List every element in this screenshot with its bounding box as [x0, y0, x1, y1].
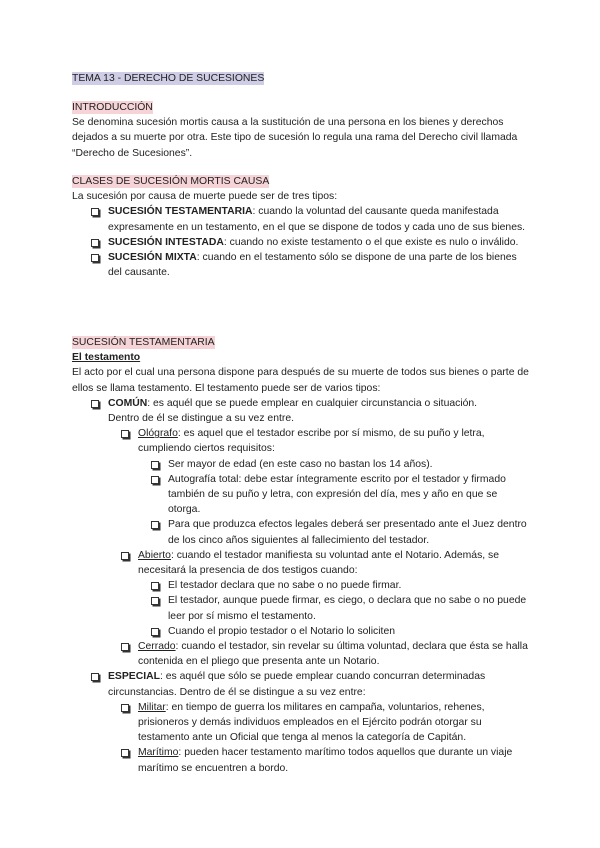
checkbox-bullet-icon [91, 400, 99, 408]
list-item: El testador declara que no sabe o no puede firmar. [72, 578, 532, 593]
testamentaria-heading: SUCESIÓN TESTAMENTARIA [72, 337, 215, 348]
checkbox-bullet-icon [151, 582, 159, 590]
clases-lead: La sucesión por causa de muerte puede ser de tres tipos: [72, 191, 338, 203]
testamento-text: El acto por el cual una persona dispone para después de su muerte de todos sus bienes o parte de ellos se llama testamento. El testamento puede ser de varios tipos: [72, 367, 529, 394]
list-item: Para que produzca efectos legales deberá ser presentado ante el Juez dentro de los cinco años siguientes al fallecimiento del testador. [72, 517, 532, 547]
checkbox-bullet-icon [121, 643, 129, 651]
checkbox-bullet-icon [151, 521, 159, 529]
list-item-comun: COMÚN: es aquél que se puede emplear en cualquier circunstancia o situación. [72, 396, 532, 411]
list-item: El testador, aunque puede firmar, es ciego, o declara que no sabe o no puede leer por sí mismo el testamento. [72, 593, 532, 623]
list-item: SUCESIÓN TESTAMENTARIA: cuando la voluntad del causante queda manifestada expresamente en un testamento, en el que se dispone de todos y cada uno de sus bienes. [72, 204, 532, 234]
list-item-militar: Militar: en tiempo de guerra los militares en campaña, voluntarios, rehenes, prisioneros y demás individuos empleados en el Ejército podrán otorgar su testamento ante un Oficial que tenga al menos la categoría de Capitán. [72, 700, 532, 746]
checkbox-bullet-icon [151, 628, 159, 636]
checkbox-bullet-icon [91, 208, 99, 216]
testamentaria-section [72, 335, 532, 776]
checkbox-bullet-icon [151, 461, 159, 469]
clases-heading: CLASES DE SUCESIÓN MORTIS CAUSA [72, 176, 270, 187]
checkbox-bullet-icon [91, 254, 99, 262]
list-item-cerrado: Cerrado: cuando el testador, sin revelar su última voluntad, declara que ésta se halla contenida en el pliego que presenta ante un Notario. [72, 639, 532, 669]
comun-cont: Dentro de él se distingue a su vez entre. [108, 413, 294, 425]
list-item: Ser mayor de edad (en este caso no bastan los 14 años). [72, 457, 532, 472]
intro-section [72, 100, 532, 161]
list-item: SUCESIÓN MIXTA: cuando en el testamento sólo se dispone de una parte de los bienes del causante. [72, 250, 532, 280]
checkbox-bullet-icon [121, 704, 129, 712]
checkbox-bullet-icon [151, 597, 159, 605]
list-item: SUCESIÓN INTESTADA: cuando no existe testamento o el que existe es nulo o inválido. [72, 235, 532, 250]
testamento-subheading: El testamento [72, 352, 141, 364]
list-item-olografo: Ológrafo: es aquel que el testador escribe por sí mismo, de su puño y letra, cumpliendo ciertos requisitos: [72, 426, 532, 456]
list-item: Cuando el propio testador o el Notario lo soliciten [72, 624, 532, 639]
list-item-maritimo: Marítimo: pueden hacer testamento marítimo todos aquellos que durante un viaje marítimo se encuentren a bordo. [72, 745, 532, 775]
checkbox-bullet-icon [91, 673, 99, 681]
clases-section [72, 174, 532, 280]
intro-text: Se denomina sucesión mortis causa a la sustitución de una persona en los bienes y derechos dejados a su muerte por otra. Este tipo de sucesión lo regula una rama del Derecho civil llamada “Derecho de Sucesiones”. [72, 117, 518, 159]
checkbox-bullet-icon [121, 749, 129, 757]
checkbox-bullet-icon [121, 430, 129, 438]
list-item-abierto: Abierto: cuando el testador manifiesta su voluntad ante el Notario. Además, se necesitará la presencia de dos testigos cuando: [72, 548, 532, 578]
checkbox-bullet-icon [91, 239, 99, 247]
intro-heading: INTRODUCCIÓN [72, 102, 153, 113]
document-title: TEMA 13 - DERECHO DE SUCESIONES [72, 73, 265, 84]
checkbox-bullet-icon [151, 476, 159, 484]
list-item: Autografía total: debe estar íntegramente escrito por el testador y firmado también de su puño y letra, con expresión del día, mes y año en que se otorga. [72, 472, 532, 518]
checkbox-bullet-icon [121, 552, 129, 560]
list-item-especial: ESPECIAL: es aquél que sólo se puede emplear cuando concurran determinadas circunstancias. Dentro de él se distingue a su vez entre: [72, 669, 532, 699]
